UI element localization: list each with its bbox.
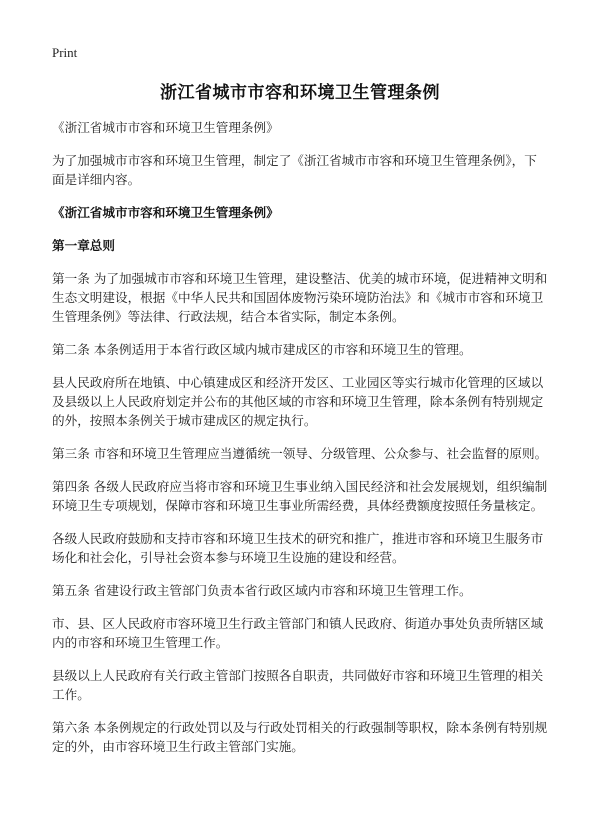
print-link[interactable]: Print — [52, 45, 78, 60]
article-2-clause: 县人民政府所在地镇、中心镇建成区和经济开发区、工业园区等实行城市化管理的区域以及县级以上人民政府划定并公布的其他区域的市容和环境卫生管理，除本条例有特别规定的外，按照本条例关于城市建成区的规定执行。 — [52, 375, 544, 428]
document-body — [52, 118, 548, 770]
article-2: 第二条 本条例适用于本省行政区域内城市建成区的市容和环境卫生的管理。 — [52, 342, 472, 357]
document-title: 浙江省城市市容和环境卫生管理条例 — [160, 83, 440, 103]
paragraph-intro: 为了加强城市市容和环境卫生管理，制定了《浙江省城市市容和环境卫生管理条例》，下面是详细内容。 — [52, 153, 537, 187]
article-1: 第一条 为了加强城市市容和环境卫生管理，建设整洁、优美的城市环境，促进精神文明和生态文明建设，根据《中华人民共和国固体废物污染环境防治法》和《城市市容和环境卫生管理条例》等法律、行政法规，结合本省实际，制定本条例。 — [52, 271, 548, 324]
article-5: 第五条 省建设行政主管部门负责本省行政区域内市容和环境卫生管理工作。 — [52, 583, 472, 598]
article-4: 第四条 各级人民政府应当将市容和环境卫生事业纳入国民经济和社会发展规划，组织编制环境卫生专项规划，保障市容和环境卫生事业所需经费，具体经费额度按照任务量核定。 — [52, 479, 548, 513]
article-6: 第六条 本条例规定的行政处罚以及与行政处罚相关的行政强制等职权，除本条例有特别规定的外，由市容环境卫生行政主管部门实施。 — [52, 720, 548, 754]
article-3: 第三条 市容和环境卫生管理应当遵循统一领导、分级管理、公众参与、社会监督的原则。 — [52, 446, 548, 461]
article-5-clause-1: 市、县、区人民政府市容环境卫生行政主管部门和镇人民政府、街道办事处负责所辖区域内的市容和环境卫生管理工作。 — [52, 616, 544, 650]
chapter-heading: 第一章总则 — [52, 238, 115, 253]
paragraph-subtitle: 《浙江省城市市容和环境卫生管理条例》 — [52, 120, 279, 135]
article-4-clause: 各级人民政府鼓励和支持市容和环境卫生技术的研究和推广，推进市容和环境卫生服务市场化和社会化，引导社会资本参与环境卫生设施的建设和经营。 — [52, 531, 544, 565]
paragraph-heading-regulation: 《浙江省城市市容和环境卫生管理条例》 — [52, 205, 279, 220]
article-5-clause-2: 县级以上人民政府有关行政主管部门按照各自职责，共同做好市容和环境卫生管理的相关工作。 — [52, 668, 544, 702]
